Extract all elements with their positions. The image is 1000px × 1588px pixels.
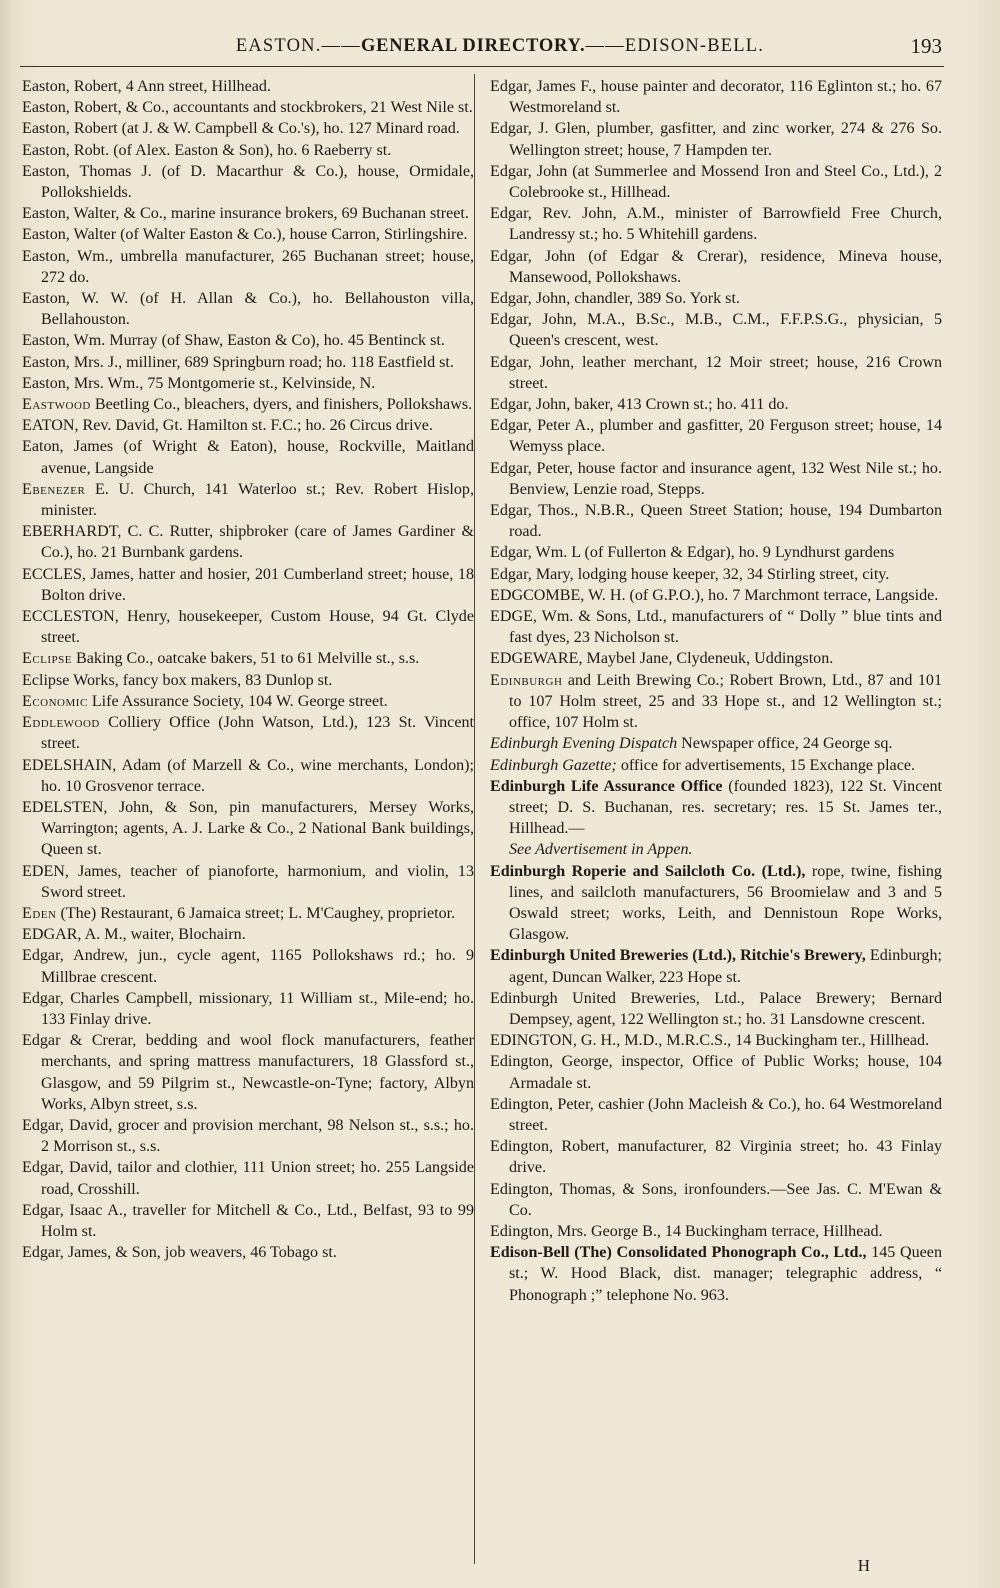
directory-entry (22, 161, 474, 203)
entry-text: Colliery Office (John Watson, Ltd.), 123 St. Vincent street. (41, 714, 474, 753)
entry-text: Edington, Thomas, & Sons, ironfounders.—See Jas. C. M'Ewan & Co. (490, 1180, 942, 1219)
entry-text: EATON, Rev. David, Gt. Hamilton st. F.C.; ho. 26 Circus drive. (22, 417, 433, 435)
entry-name-smallcaps: Eastwood (22, 396, 91, 414)
entry-text: Easton, W. W. (of H. Allan & Co.), ho. Bellahouston villa, Bellahouston. (22, 290, 474, 329)
entry-text: Edgar, Charles Campbell, missionary, 11 William st., Mile-end; ho. 133 Finlay drive. (22, 989, 474, 1028)
directory-entry (490, 776, 942, 861)
entry-name-italic: Edinburgh Gazette; (490, 756, 617, 774)
entry-text: Life Assurance Society, 104 W. George street. (91, 692, 388, 710)
directory-entry (22, 861, 474, 903)
directory-entry (490, 945, 942, 987)
directory-entry (22, 903, 474, 924)
directory-entry (22, 797, 474, 861)
entry-text: E. U. Church, 141 Waterloo st.; Rev. Robert Hislop, minister. (41, 480, 474, 520)
entry-text: Easton, Robert, 4 Ann street, Hillhead. (22, 78, 271, 95)
entry-text: Edgar, Thos., N.B.R., Queen Street Station; house, 194 Dumbarton road. (490, 502, 942, 541)
entry-name-smallcaps: Eddlewood (22, 714, 100, 732)
entry-text: EDINGTON, G. H., M.D., M.R.C.S., 14 Buckingham ter., Hillhead. (490, 1032, 930, 1050)
entry-text: Eclipse Works, fancy box makers, 83 Dunlop st. (22, 671, 333, 689)
directory-entry (22, 373, 474, 394)
entry-text: Edington, Mrs. George B., 14 Buckingham terrace, Hillhead. (490, 1222, 883, 1240)
directory-entry (490, 458, 942, 500)
directory-entry (490, 1051, 942, 1093)
entry-reference: See Advertisement in Appen. (509, 841, 693, 859)
entry-text: Edinburgh; agent, Duncan Walker, 223 Hope st. (509, 947, 942, 986)
directory-entry (22, 1242, 474, 1263)
entry-name-smallcaps: Ebenezer (22, 480, 86, 498)
entry-text: Baking Co., oatcake bakers, 51 to 61 Melville st., s.s. (76, 650, 420, 668)
entry-text: Beetling Co., bleachers, dyers, and finishers, Pollokshaws. (94, 396, 473, 414)
entry-text: Edgar, John, chandler, 389 So. York st. (490, 290, 740, 308)
directory-entry (490, 76, 942, 118)
directory-entry (22, 521, 474, 563)
entry-text: ECCLESTON, Henry, housekeeper, Custom House, 94 Gt. Clyde street. (22, 608, 474, 647)
entry-text: Easton, Thomas J. (of D. Macarthur & Co.), house, Ormidale, Pollokshields. (22, 162, 474, 202)
directory-entry (22, 1157, 474, 1199)
entry-text: Edington, Peter, cashier (John Macleish & Co.), ho. 64 Westmoreland street. (490, 1095, 942, 1134)
directory-entry (22, 288, 474, 330)
directory-entry (490, 1221, 942, 1242)
entry-text: Edgar, J. Glen, plumber, gasfitter, and zinc worker, 274 & 276 So. Wellington street; house, 7 Hampden ter. (490, 120, 942, 159)
directory-entry (490, 118, 942, 160)
directory-entry (490, 564, 942, 585)
directory-entry (22, 97, 474, 118)
entry-text: office for advertisements, 15 Exchange place. (616, 756, 916, 774)
entry-text: Edgar, Wm. L (of Fullerton & Edgar), ho. 9 Lyndhurst gardens (490, 544, 895, 562)
directory-entry (490, 585, 942, 606)
directory-entry (490, 394, 942, 415)
directory-entry (490, 755, 942, 776)
entry-name-italic: Edinburgh Evening Dispatch (490, 735, 678, 753)
directory-entry (490, 288, 942, 309)
entry-text: Edgar, John, M.A., B.Sc., M.B., C.M., F.F.P.S.G., physician, 5 Queen's crescent, west. (490, 311, 942, 350)
entry-text: Easton, Walter (of Walter Easton & Co.), house Carron, Stirlingshire. (22, 226, 468, 244)
left-column (22, 76, 474, 1263)
entry-text: Edgar, Peter, house factor and insurance agent, 132 West Nile st.; ho. Benview, Lenzie road, Stepps. (490, 459, 942, 498)
entry-text: Edgar, David, tailor and clothier, 111 Union street; ho. 255 Langside road, Crosshill. (22, 1159, 474, 1198)
entry-text: EDGE, Wm. & Sons, Ltd., manufacturers of “ Dolly ” blue tints and fast dyes, 23 Nicholson st. (490, 608, 942, 647)
entry-text: Edgar, Isaac A., traveller for Mitchell & Co., Ltd., Belfast, 93 to 99 Holm st. (22, 1201, 474, 1240)
directory-entry (490, 415, 942, 457)
directory-entry (490, 542, 942, 563)
directory-entry (22, 564, 474, 606)
directory-entry (22, 76, 474, 97)
header-rule (20, 66, 944, 67)
directory-entry (22, 203, 474, 224)
directory-entry (490, 1030, 942, 1051)
entry-text: Edgar, James F., house painter and decorator, 116 Eglinton st.; ho. 67 Westmoreland st. (490, 78, 942, 117)
entry-text: rope, twine, fishing lines, and sailcloth manufacturers, 56 Broomielaw and 3 and 5 Oswald street; works, Leith, and Dennistoun Rope Works, Glasgow. (509, 862, 942, 944)
running-header (0, 30, 1000, 64)
entry-text: Easton, Robt. (of Alex. Easton & Son), ho. 6 Raeberry st. (22, 141, 392, 159)
header-left: EASTON.—— (235, 36, 361, 56)
entry-text: Easton, Mrs. Wm., 75 Montgomerie st., Kelvinside, N. (22, 374, 376, 392)
entry-text: (The) Restaurant, 6 Jamaica street; L. M'Caughey, proprietor. (60, 904, 456, 922)
directory-entry (22, 945, 474, 987)
directory-entry (22, 691, 474, 712)
directory-entry (490, 670, 942, 734)
entry-text: EDELSHAIN, Adam (of Marzell & Co., wine merchants, London); ho. 10 Grosvenor terrace. (22, 756, 474, 795)
entry-text: Edgar & Crerar, bedding and wool flock manufacturers, feather merchants, and spring mattress manufacturers, 18 Glassford st., Glasgow, and 59 Pilgrim st., Newcastle-on-Tyne; factory, Albyn Works, Albyn street, s.s. (22, 1032, 474, 1113)
directory-entry (490, 352, 942, 394)
directory-entry (490, 606, 942, 648)
directory-entry (22, 394, 474, 415)
directory-entry (490, 246, 942, 288)
entry-text: Edgar, David, grocer and provision merchant, 98 Nelson st., s.s.; ho. 2 Morrison st., s.s. (22, 1116, 474, 1156)
directory-entry (22, 118, 474, 139)
directory-entry (22, 479, 474, 521)
directory-entry (22, 1030, 474, 1115)
directory-entry (22, 712, 474, 754)
entry-text: EDELSTEN, John, & Son, pin manufacturers, Mersey Works, Warrington; agents, A. J. Larke & Co., 2 National Bank buildings, Queen st. (22, 798, 474, 859)
entry-name-bold: Edinburgh Roperie and Sailcloth Co. (Ltd.), (490, 862, 806, 880)
entry-text: Easton, Robert, & Co., accountants and stockbrokers, 21 West Nile st. (22, 99, 473, 117)
entry-text: (founded 1823), 122 St. Vincent street; D. S. Buchanan, res. secretary; res. 15 St. James ter., Hillhead.— (509, 777, 942, 838)
entry-text: Easton, Wm. Murray (of Shaw, Easton & Co), ho. 45 Bentinck st. (22, 332, 445, 350)
entry-text: Edgar, Rev. John, A.M., minister of Barrowfield Free Church, Landressy st.; ho. 5 Whitehill gardens. (490, 205, 942, 244)
directory-entry (490, 1179, 942, 1221)
entry-name-smallcaps: Economic (22, 692, 88, 710)
page-number: 193 (910, 34, 942, 58)
entry-text: Edgar, John (at Summerlee and Mossend Iron and Steel Co., Ltd.), 2 Colebrooke st., Hillhead. (490, 162, 942, 202)
entry-text: Edington, Robert, manufacturer, 82 Virginia street; ho. 43 Finlay drive. (490, 1138, 942, 1177)
entry-text: EBERHARDT, C. C. Rutter, shipbroker (care of James Gardiner & Co.), ho. 21 Burnbank gardens. (22, 523, 474, 562)
entry-name-smallcaps: Eclipse (22, 650, 73, 668)
directory-entry (490, 733, 942, 754)
entry-text: Edgar, James, & Son, job weavers, 46 Tobago st. (22, 1244, 337, 1262)
entry-text: EDGCOMBE, W. H. (of G.P.O.), ho. 7 Marchmont terrace, Langside. (490, 586, 939, 604)
entry-name-bold: Edinburgh Life Assurance Office (490, 777, 723, 795)
directory-entry (490, 861, 942, 946)
directory-entry (22, 670, 474, 691)
entry-text: Edgar, Peter A., plumber and gasfitter, 20 Ferguson street; house, 14 Wemyss place. (490, 417, 942, 456)
directory-entry (22, 988, 474, 1030)
entry-text: 145 Queen st.; W. Hood Black, dist. manager; telegraphic address, “ Phonograph ;” telephone No. 963. (509, 1244, 942, 1304)
directory-entry (22, 606, 474, 648)
header-right: ——EDISON-BELL. (585, 36, 765, 56)
column-divider (474, 74, 475, 1564)
entry-text: Easton, Mrs. J., milliner, 689 Springburn road; ho. 118 Eastfield st. (22, 353, 454, 371)
directory-entry (22, 1200, 474, 1242)
directory-entry (22, 924, 474, 945)
entry-name-smallcaps: Eden (22, 904, 57, 922)
directory-entry (22, 140, 474, 161)
directory-entry (22, 224, 474, 245)
directory-entry (22, 352, 474, 373)
entry-text: Edgar, John, baker, 413 Crown st.; ho. 411 do. (490, 396, 789, 414)
directory-entry (490, 1242, 942, 1306)
directory-entry (490, 1094, 942, 1136)
entry-text: ECCLES, James, hatter and hosier, 201 Cumberland street; house, 18 Bolton drive. (22, 565, 474, 604)
directory-entry (22, 330, 474, 351)
directory-entry (490, 1136, 942, 1178)
header-center: GENERAL DIRECTORY. (360, 36, 586, 56)
directory-entry (490, 500, 942, 542)
entry-text: EDGAR, A. M., waiter, Blochairn. (22, 926, 246, 944)
entry-text: Newspaper office, 24 George sq. (677, 735, 893, 753)
directory-entry (22, 648, 474, 669)
entry-name-smallcaps: Edinburgh (490, 671, 563, 689)
directory-entry (490, 309, 942, 351)
entry-text: Easton, Robert (at J. & W. Campbell & Co.'s), ho. 127 Minard road. (22, 120, 460, 138)
entry-text: Edinburgh United Breweries, Ltd., Palace Brewery; Bernard Dempsey, agent, 122 Wellington st.; ho. 31 Lansdowne crescent. (490, 989, 942, 1028)
entry-text: Eaton, James (of Wright & Eaton), house, Rockville, Maitland avenue, Langside (22, 438, 474, 477)
right-column (490, 76, 942, 1306)
directory-entry (22, 436, 474, 478)
entry-text: EDGEWARE, Maybel Jane, Clydeneuk, Uddingston. (490, 650, 834, 668)
directory-entry (490, 161, 942, 203)
directory-entry (490, 203, 942, 245)
directory-entry (22, 1115, 474, 1157)
signature-mark: H (857, 1556, 870, 1575)
entry-text: Easton, Wm., umbrella manufacturer, 265 Buchanan street; house, 272 do. (22, 247, 474, 286)
directory-entry (22, 415, 474, 436)
entry-name-bold: Edinburgh United Breweries (Ltd.), Ritchie's Brewery, (490, 947, 866, 965)
entry-text: Edgar, Mary, lodging house keeper, 32, 34 Stirling street, city. (490, 565, 890, 583)
entry-text: EDEN, James, teacher of pianoforte, harmonium, and violin, 13 Sword street. (22, 862, 474, 901)
entry-text: Edington, George, inspector, Office of Public Works; house, 104 Armadale st. (490, 1053, 942, 1092)
entry-text: and Leith Brewing Co.; Robert Brown, Ltd., 87 and 101 to 107 Holm street, 25 and 33 Hope st., and 12 Wellington st.; office, 107 Holm st. (509, 671, 942, 732)
directory-entry (22, 755, 474, 797)
entry-text: Edgar, John, leather merchant, 12 Moir street; house, 216 Crown street. (490, 353, 942, 392)
entry-name-bold: Edison-Bell (The) Consolidated Phonograph Co., Ltd., (490, 1244, 867, 1262)
directory-entry (22, 246, 474, 288)
entry-text: Easton, Walter, & Co., marine insurance brokers, 69 Buchanan street. (22, 205, 469, 223)
entry-text: Edgar, John (of Edgar & Crerar), residence, Mineva house, Mansewood, Pollokshaws. (490, 247, 942, 286)
directory-entry (490, 648, 942, 669)
header-title (0, 36, 1000, 57)
directory-entry (490, 988, 942, 1030)
entry-text: Edgar, Andrew, jun., cycle agent, 1165 Pollokshaws rd.; ho. 9 Millbrae crescent. (22, 947, 474, 986)
